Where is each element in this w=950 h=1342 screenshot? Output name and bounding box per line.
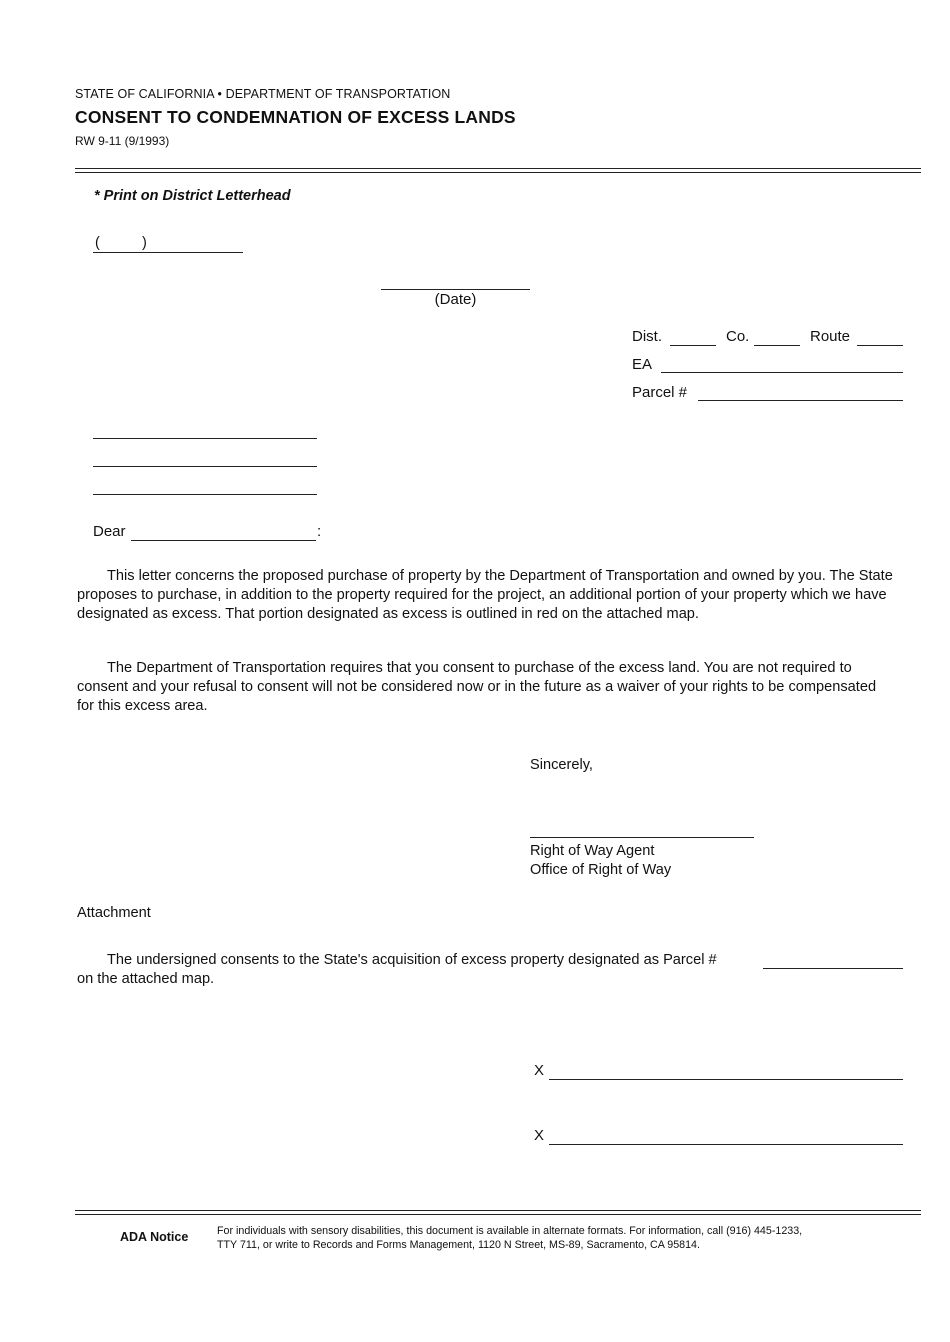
dear-label: Dear (93, 523, 126, 540)
route-label: Route (810, 328, 851, 345)
phone-close-paren: ) (142, 235, 147, 251)
footer-rule-lower (75, 1214, 921, 1215)
parcel-label: Parcel # (632, 384, 688, 401)
date-field[interactable] (381, 289, 530, 290)
consent-parcel-field[interactable] (763, 968, 903, 969)
agent-office: Office of Right of Way (530, 862, 672, 878)
ada-notice-text (217, 1224, 857, 1252)
dear-colon: : (317, 523, 322, 540)
ada-notice-label: ADA Notice (120, 1230, 189, 1244)
ea-field[interactable] (661, 372, 903, 373)
addressee-field[interactable] (131, 540, 316, 541)
signature-x-2: X (534, 1127, 545, 1144)
consent-text-line2: on the attached map. (77, 971, 215, 987)
footer-rule-upper (75, 1210, 921, 1211)
agent-signature-line[interactable] (530, 837, 754, 838)
header-rule-upper (75, 168, 921, 169)
address-line-3[interactable] (93, 494, 317, 495)
parcel-field[interactable] (698, 400, 903, 401)
signature-x-1: X (534, 1062, 545, 1079)
ea-label: EA (632, 356, 653, 373)
date-label: (Date) (434, 291, 477, 308)
closing-sincerely: Sincerely, (530, 757, 593, 773)
owner-signature-line-2[interactable] (549, 1144, 903, 1145)
agent-title: Right of Way Agent (530, 843, 655, 859)
attachment-label: Attachment (77, 905, 151, 921)
dist-field[interactable] (670, 345, 716, 346)
phone-field[interactable] (93, 235, 243, 253)
consent-text-line1: The undersigned consents to the State's acquisition of excess property designated as Parcel # (107, 952, 717, 968)
address-line-2[interactable] (93, 466, 317, 467)
address-line-1[interactable] (93, 438, 317, 439)
header-rule-lower (75, 172, 921, 173)
dist-label: Dist. (632, 328, 662, 345)
form-title: CONSENT TO CONDEMNATION OF EXCESS LANDS (75, 107, 516, 127)
co-field[interactable] (754, 345, 800, 346)
agency-header: STATE OF CALIFORNIA • DEPARTMENT OF TRANSPORTATION (75, 87, 451, 101)
phone-open-paren: ( (95, 235, 100, 251)
letterhead-note: * Print on District Letterhead (94, 188, 291, 204)
form-number: RW 9-11 (9/1993) (75, 134, 170, 148)
owner-signature-line-1[interactable] (549, 1079, 903, 1080)
ada-notice-line2: TTY 711, or write to Records and Forms Management, 1120 N Street, MS-89, Sacramento, CA 95814. (217, 1239, 700, 1251)
ada-notice-line1: For individuals with sensory disabilities, this document is available in alternate formats. For information, call (916) 445-1233, (217, 1225, 803, 1237)
paragraph-purchase: This letter concerns the proposed purchase of property by the Department of Transportation and owned by you. The State proposes to purchase, in addition to the property required for the project, an additional portion of your property which we have designated as excess. That portion designated as excess is outlined in red on the attached map. (77, 568, 893, 622)
paragraph-consent-requirement: The Department of Transportation requires that you consent to purchase of the excess land. You are not required to consent and your refusal to consent will not be considered now or in the future as a waiver of your rights to be compensated for this excess area. (77, 660, 877, 714)
co-label: Co. (726, 328, 750, 345)
route-field[interactable] (857, 345, 903, 346)
